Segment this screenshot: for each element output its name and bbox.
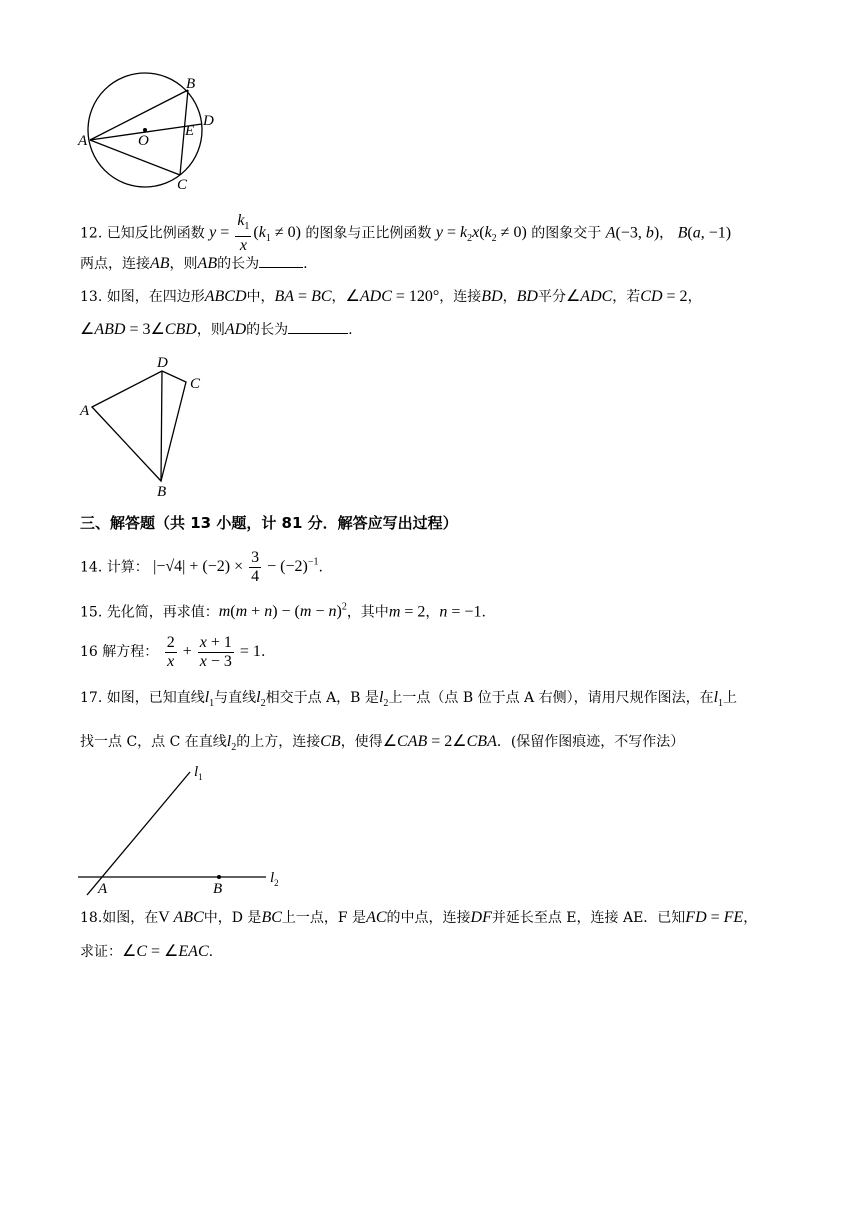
label-d: D [157,355,168,371]
label-a: A [80,403,90,419]
q15-mid: ，其中 [346,604,389,621]
q14-number: 14. [80,559,103,576]
q18-number: 18. [80,910,103,926]
q12-direct-function: $y = k_2x(k_2 \ne 0)$ [435,224,527,245]
q14-end: . [318,559,323,576]
q17-line1: 17. 如图，已知直线$l_1$与直线$l_2$相交于点 A，B 是$l_2$上一点（点 B 位于点 A 右侧），请用尺规作图法，在$l_1$上 [80,689,738,710]
q14-text: 计算： [106,559,149,576]
q12-line2-b: ，则 [169,256,198,272]
q18-text1: 如图，在 [102,910,159,926]
q17-text2: 与直线 [214,690,257,706]
q13-line2: ∠ABD = 3∠CBD，则AD的长为 . [80,321,353,338]
q17-text4: 上一点（点 B 位于点 A 右侧），请用尺规作图法，在 [388,690,714,706]
quadrilateral-abcd [92,371,186,481]
q15-text: 先化简，再求值： [106,604,219,621]
q13-text4: ，连接 [439,289,482,305]
q12-point-b: B(a, −1) [677,224,732,242]
q16-number: 16 [80,644,98,661]
q13-text7: ，若 [612,289,641,305]
circle-figure [74,72,234,194]
q17-line2-b: 的上方，连接 [236,734,321,750]
q12-text4: ， [659,225,674,242]
q13-line2-b: ，则 [196,322,225,338]
label-b: B [157,484,167,500]
q12-answer-blank[interactable] [259,267,303,268]
label-l2: $l_2$ [270,870,279,888]
q18-line1: 18.如图，在V ABC中，D 是BC上一点，F 是AC的中点，连接DF并延长至点 E，连接 AE．已知FD = FE， [80,909,758,926]
q18-text2: 中，D 是 [203,910,262,926]
q13-answer-blank[interactable] [288,333,348,334]
q14-line [80,548,323,586]
q13-number: 13. [80,289,103,305]
q15-number: 15. [80,604,103,621]
q17-line2-c: ，使得 [340,734,383,750]
q18-line2-end: . [208,944,214,960]
q18-text3: 上一点，F 是 [281,910,367,926]
q14-expression: |−√4| + (−2) × $\frac{3}{4}$ − $(-2)^{-1}$ [153,549,319,586]
q17-text5: 上 [723,690,738,706]
q17-line2: 找一点 C，点 C 在直线$l_2$的上方，连接CB，使得∠CAB = 2∠CBA．(保留作图痕迹，不写作法） [80,733,685,754]
q17-text3: 相交于点 A，B 是 [265,690,379,706]
q15-end: . [481,604,486,621]
label-b: B [213,881,223,897]
q17-text1: 如图，已知直线 [106,690,205,706]
q16-line [80,634,265,671]
q12-line1 [80,212,731,257]
label-o: O [138,133,149,149]
q12-text2: 的图象与正比例函数 [305,225,432,242]
q18-text6: ， [743,910,758,926]
q18-text5: 并延长至点 E，连接 AE．已知 [491,910,686,926]
q17-line2-a: 找一点 C，点 C 在直线 [80,734,227,750]
q13-line1: 13. 如图，在四边形ABCD中，BA = BC，∠ADC = 120°，连接BD，BD平分∠ADC，若CD = 2， [80,288,702,305]
q12-text3: 的图象交于 [531,225,602,242]
q17-number: 17. [80,690,103,706]
q16-equation: $\frac{2}{x}$ + $\frac{x + 1}{x - 3}$ = 1 [166,634,261,670]
q18-line2: 求证：∠C = ∠EAC. [80,943,214,960]
q13-text2: 中， [246,289,275,305]
label-b: B [186,76,196,92]
q13-line2-c: 的长为 [246,322,289,338]
label-l1: $l_1$ [194,764,203,782]
label-c: C [177,177,188,193]
q12-line2-a: 两点，连接 [80,256,150,272]
q13-text1: 如图，在四边形 [106,289,205,305]
label-a: A [78,133,88,149]
segment-bd [161,371,162,481]
q18-text4: 的中点，连接 [386,910,471,926]
q18-line2-a: 求证： [80,944,122,960]
label-a: A [98,881,108,897]
quadrilateral-figure [74,350,214,500]
q12-point-a: A(−3, b) [605,224,660,242]
lines-figure [74,762,294,898]
label-d: D [203,113,214,129]
q13-text8: ， [687,289,702,305]
q12-number: 12. [80,225,103,242]
section-heading: 三、解答题（共 13 小题，计 81 分．解答应写出过程） [80,514,458,532]
q12-line2-end: . [303,256,308,272]
q13-line2-end: . [348,322,353,338]
q16-text: 解方程： [102,644,159,661]
q13-text5: ， [502,289,517,305]
label-c: C [190,376,201,392]
q12-line2-c: 的长为 [217,256,260,272]
label-e: E [185,123,195,139]
q17-line2-d: ．(保留作图痕迹，不写作法） [496,734,685,750]
q13-text3: ， [331,289,346,305]
center-point [143,128,147,132]
q12-line2: 两点，连接AB，则AB的长为 . [80,255,308,272]
q12-inverse-function: y = $\frac{k_1}{x}$ $(k_1 \ne 0)$ [209,212,301,255]
q15-expression: $m(m + n) - (m - n)^2$ [218,602,347,621]
q13-text6: 平分 [537,289,566,305]
point-b [217,875,221,879]
q12-text1: 已知反比例函数 [106,225,205,242]
q15-line: 15. 先化简，再求值：$m(m + n) - (m - n)^2$，其中m = 2，n = −1. [80,602,486,621]
q16-end: . [260,644,266,661]
